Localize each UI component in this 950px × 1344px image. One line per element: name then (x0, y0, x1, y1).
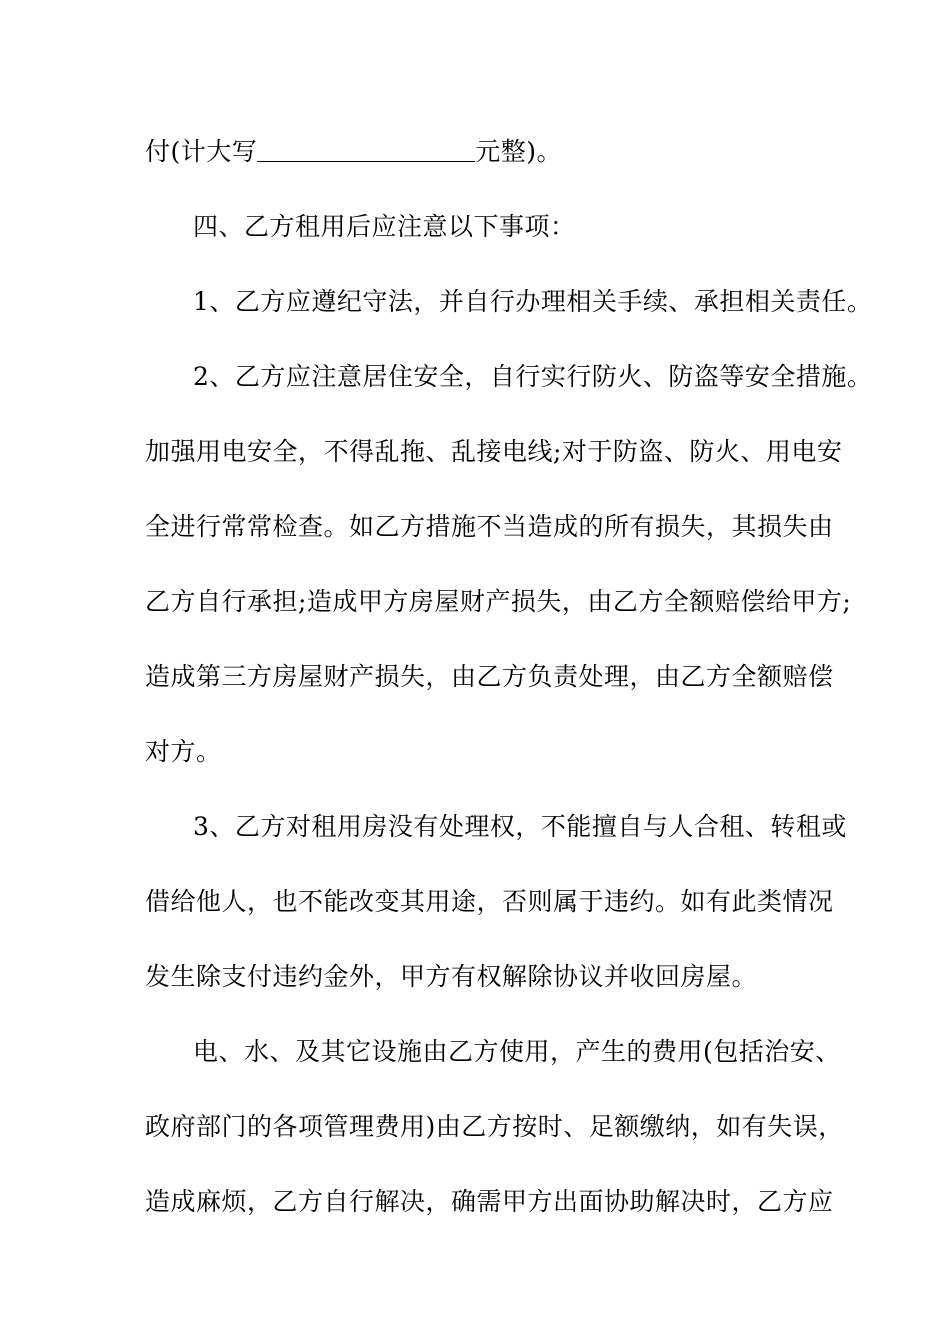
item-3-line-2: 借给他人，也不能改变其用途，否则属于违约。如有此类情况 (145, 887, 834, 916)
utilities-line-1: 电、水、及其它设施由乙方使用，产生的费用(包括治安、 (193, 1037, 841, 1066)
utilities-line-3: 造成麻烦，乙方自行解决，确需甲方出面协助解决时，乙方应 (145, 1187, 834, 1216)
item-3-line-3: 发生除支付违约金外，甲方有权解除协议并收回房屋。 (145, 962, 758, 991)
amount-in-words-blank (257, 137, 475, 162)
payment-amount-suffix: 元整)。 (475, 137, 563, 166)
item-1-line: 1、乙方应遵纪守法，并自行办理相关手续、承担相关责任。 (193, 287, 873, 316)
item-3-line-1: 3、乙方对租用房没有处理权，不能擅自与人合租、转租或 (193, 812, 847, 841)
item-2-line-6: 对方。 (145, 737, 222, 766)
payment-amount-line (145, 130, 825, 173)
item-2-line-5: 造成第三方房屋财产损失，由乙方负责处理，由乙方全额赔偿 (145, 662, 834, 691)
document-body (145, 130, 873, 1223)
item-2-line-1: 2、乙方应注意居住安全，自行实行防火、防盗等安全措施。 (193, 362, 873, 391)
section-4-heading: 四、乙方租用后应注意以下事项： (193, 212, 576, 241)
payment-amount-prefix: 付(计大写 (145, 137, 258, 166)
item-2-line-3: 全进行常常检查。如乙方措施不当造成的所有损失，其损失由 (145, 512, 834, 541)
item-2-line-2: 加强用电安全，不得乱拖、乱接电线;对于防盗、防火、用电安 (145, 437, 843, 466)
item-2-line-4: 乙方自行承担;造成甲方房屋财产损失，由乙方全额赔偿给甲方; (145, 587, 852, 616)
utilities-line-2: 政府部门的各项管理费用)由乙方按时、足额缴纳，如有失误， (145, 1112, 844, 1141)
